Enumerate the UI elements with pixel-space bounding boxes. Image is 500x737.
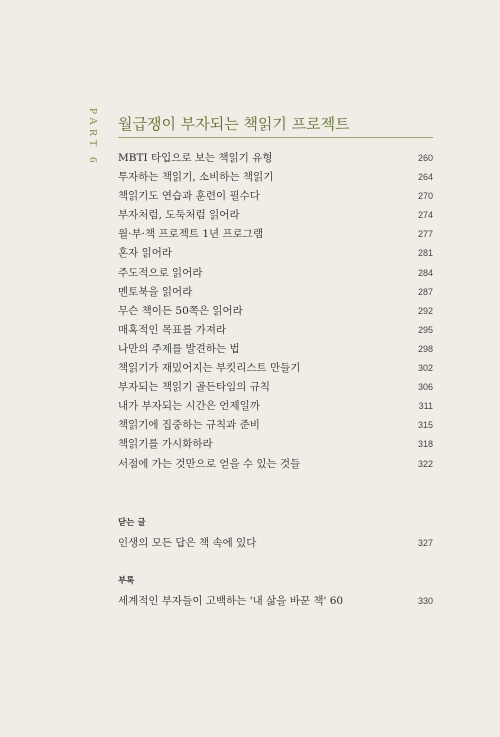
toc-entry-title: 투자하는 책읽기, 소비하는 책읽기 (118, 171, 274, 184)
toc-entry[interactable] (118, 150, 433, 169)
toc-entry-title: 나만의 주제를 발견하는 법 (118, 342, 240, 355)
closing-label: 닫는 글 (118, 518, 146, 528)
part-title: 월급쟁이 부자되는 책읽기 프로젝트 (118, 115, 350, 133)
toc-entry-title: 책읽기를 가시화하라 (118, 438, 213, 451)
toc-entry-title: 서점에 가는 것만으로 얻을 수 있는 것들 (118, 457, 301, 470)
toc-entry[interactable] (118, 341, 433, 360)
toc-entry-title: MBTI 타입으로 보는 책읽기 유형 (118, 152, 273, 164)
toc-entry-page: 281 (417, 248, 433, 259)
toc-entry-title: 책읽기에 집중하는 규칙과 준비 (118, 419, 260, 432)
toc-entry[interactable] (118, 284, 433, 303)
toc-entry-page: 311 (418, 401, 433, 412)
closing-title: 인생의 모든 답은 책 속에 있다 (118, 537, 257, 549)
toc-entry[interactable] (118, 226, 433, 245)
toc-entry-title: 책읽기가 재밌어지는 부킷리스트 만들기 (118, 362, 301, 375)
toc-entry-page: 318 (417, 439, 433, 450)
toc-entry[interactable] (118, 169, 433, 188)
toc-entry-page: 287 (417, 286, 433, 297)
toc-entry-title: 무슨 책이든 50쪽은 읽어라 (118, 304, 243, 317)
toc-entry-title: 매혹적인 목표를 가져라 (118, 323, 227, 336)
toc-entry-page: 306 (417, 382, 433, 393)
appendix-label: 부록 (118, 576, 135, 586)
toc-entry[interactable] (118, 265, 433, 284)
toc-entry[interactable] (118, 360, 433, 379)
toc-entry-title: 내가 부자되는 시간은 언제일까 (118, 400, 260, 413)
toc-entry-page: 274 (417, 210, 433, 221)
toc-entry[interactable] (118, 245, 433, 264)
toc-entry[interactable] (118, 379, 433, 398)
toc-entry[interactable] (118, 303, 433, 322)
toc-entry-page: 292 (417, 305, 433, 316)
toc-entry[interactable] (118, 456, 433, 475)
closing-entry[interactable] (118, 535, 433, 550)
toc-entry-title: 부자처럼, 도둑처럼 읽어라 (118, 209, 240, 222)
toc-entry-page: 284 (417, 267, 433, 278)
toc-entry-title: 부자되는 책읽기 골든타임의 규칙 (118, 381, 271, 394)
title-divider (118, 137, 433, 138)
toc-entry-page: 270 (417, 191, 433, 202)
toc-entry[interactable] (118, 398, 433, 417)
toc-entry-page: 260 (417, 153, 433, 163)
toc-entry-page: 302 (417, 363, 433, 374)
toc-entry-title: 혼자 읽어라 (118, 247, 173, 260)
toc-entry-page: 298 (417, 343, 433, 354)
appendix-entry[interactable] (118, 593, 433, 608)
toc-entry[interactable] (118, 436, 433, 455)
toc-entry-page: 264 (417, 172, 433, 183)
part-label: PART 6 (87, 108, 99, 167)
toc-entry-title: 월·부·책 프로젝트 1년 프로그램 (118, 228, 264, 241)
toc-entry-page: 295 (417, 324, 433, 335)
appendix-title: 세계적인 부자들이 고백하는 '내 삶을 바꾼 책' 60 (118, 595, 344, 607)
toc-entry-page: 315 (417, 420, 433, 431)
toc-entry-title: 책읽기도 연습과 훈련이 필수다 (118, 190, 260, 203)
toc-entry-title: 주도적으로 읽어라 (118, 266, 203, 279)
toc-entry[interactable] (118, 322, 433, 341)
toc-entry-page: 277 (417, 229, 433, 240)
toc-entry[interactable] (118, 207, 433, 226)
toc-entry[interactable] (118, 417, 433, 436)
toc-entry[interactable] (118, 188, 433, 207)
appendix-page: 330 (417, 596, 433, 606)
toc-list (118, 150, 433, 475)
closing-page: 327 (417, 538, 433, 548)
toc-entry-title: 멘토북을 읽어라 (118, 285, 193, 298)
toc-entry-page: 322 (417, 458, 433, 469)
